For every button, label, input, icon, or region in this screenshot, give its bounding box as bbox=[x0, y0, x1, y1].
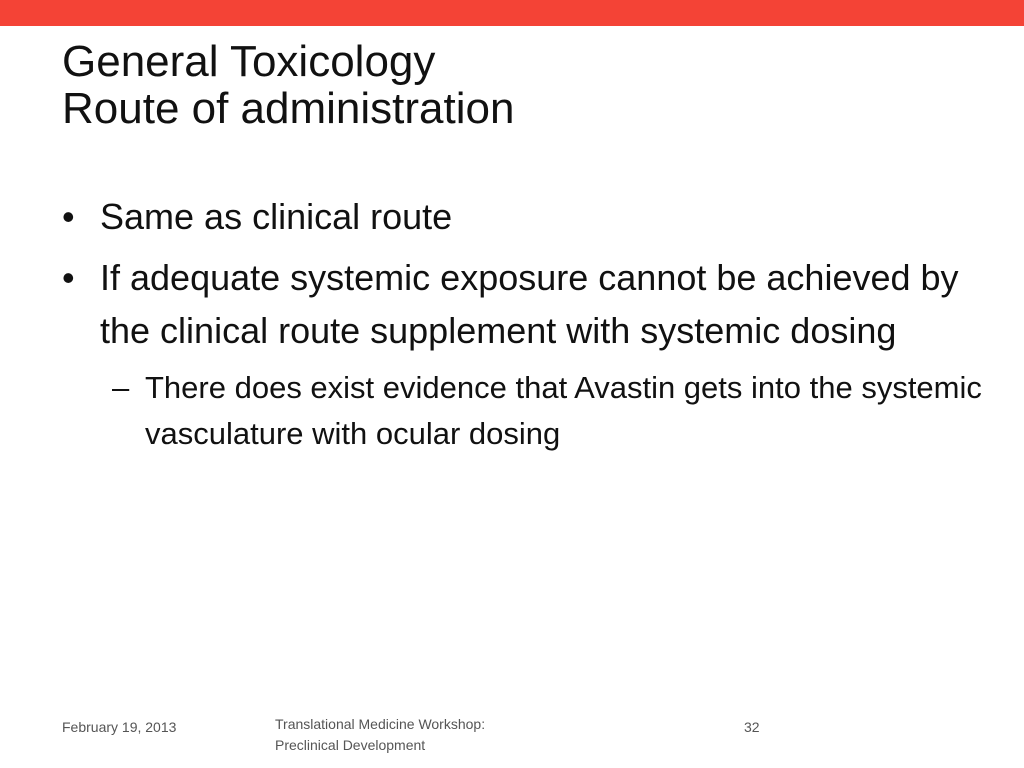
footer-date: February 19, 2013 bbox=[62, 719, 177, 735]
sub-bullet-item-1 bbox=[112, 365, 982, 457]
top-accent-bar bbox=[0, 0, 1024, 26]
footer-event-line-1: Translational Medicine Workshop: bbox=[275, 716, 486, 732]
footer-event-line-2: Preclinical Development bbox=[275, 737, 426, 753]
slide-title bbox=[62, 38, 962, 132]
bullet-text-1: Same as clinical route bbox=[100, 196, 453, 237]
bullet-marker: • bbox=[62, 257, 75, 298]
slide-content bbox=[62, 190, 982, 457]
bullet-item-1 bbox=[62, 190, 982, 243]
footer-page-number: 32 bbox=[744, 719, 760, 735]
sub-bullet-marker: – bbox=[112, 370, 130, 405]
sub-bullet-text-1: There does exist evidence that Avastin gets into the systemic vasculature with ocular dosing bbox=[145, 370, 982, 451]
footer-event-title bbox=[275, 714, 575, 756]
bullet-text-2: If adequate systemic exposure cannot be achieved by the clinical route supplement with systemic dosing bbox=[100, 257, 959, 351]
slide-title-line-2: Route of administration bbox=[62, 84, 515, 133]
bullet-item-2 bbox=[62, 251, 982, 357]
slide-title-line-1: General Toxicology bbox=[62, 37, 436, 86]
bullet-marker: • bbox=[62, 196, 75, 237]
